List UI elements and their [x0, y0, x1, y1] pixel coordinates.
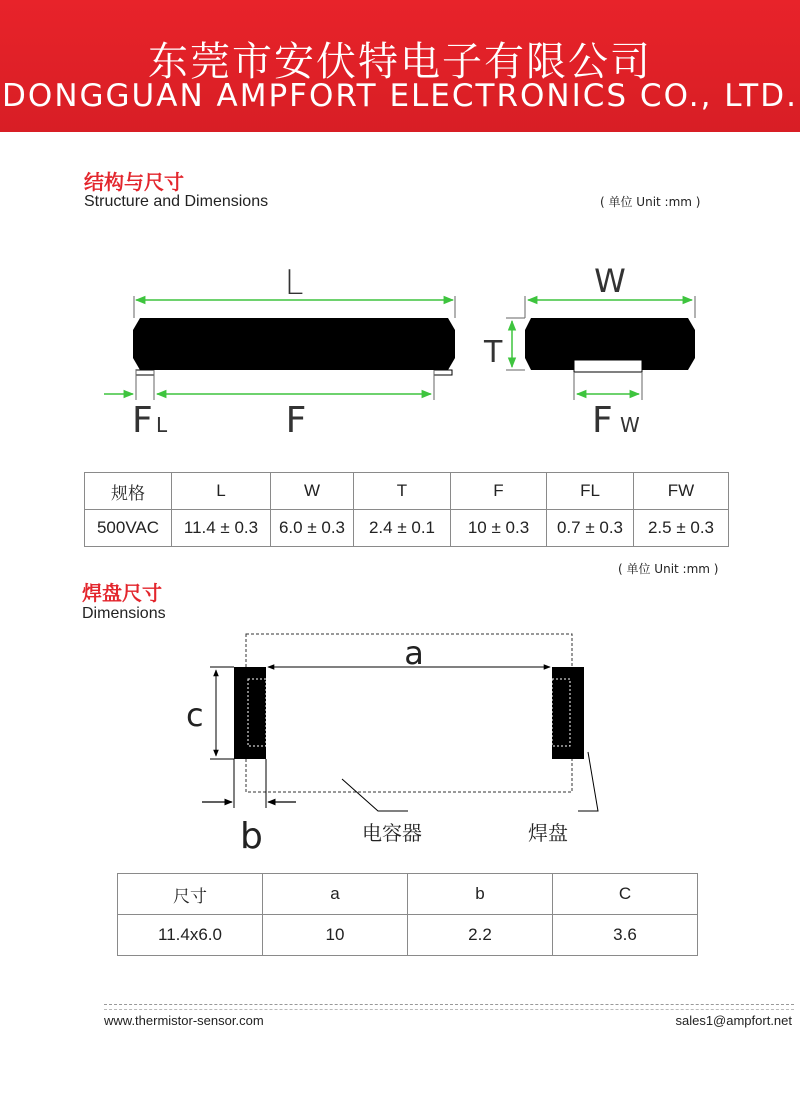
pad-right [552, 667, 584, 759]
pad-table-row [118, 915, 698, 956]
leader-capacitor [342, 779, 408, 811]
unit-note-structure: ( 单位 Unit :mm ) [600, 195, 701, 209]
footer-website-link[interactable]: www.thermistor-sensor.com [104, 1013, 264, 1028]
pad-header-cell: C [553, 874, 698, 915]
label-FW-sub: W [620, 413, 640, 437]
label-capacitor: 电容器 [362, 821, 422, 845]
label-pad: 焊盘 [528, 821, 568, 845]
spec-cell: 11.4 ± 0.3 [172, 510, 271, 547]
spec-cell: 2.5 ± 0.3 [634, 510, 729, 547]
pad-table [117, 873, 698, 956]
spec-cell: 500VAC [85, 510, 172, 547]
spec-header-cell: L [172, 473, 271, 510]
terminal-front [574, 360, 642, 372]
pad-cell: 2.2 [408, 915, 553, 956]
pad-cell: 3.6 [553, 915, 698, 956]
spec-header-cell: W [271, 473, 354, 510]
footer-divider-secondary [104, 1009, 794, 1010]
company-name-en: DONGGUAN AMPFORT ELECTRONICS CO., LTD. [2, 78, 798, 114]
section-title-pad-cn: 焊盘尺寸 [82, 581, 162, 605]
spec-cell: 0.7 ± 0.3 [547, 510, 634, 547]
section-title-pad-en: Dimensions [82, 605, 166, 622]
label-FW-main: F [592, 400, 613, 441]
label-T: T [484, 335, 503, 370]
spec-header-cell: FW [634, 473, 729, 510]
pad-cell: 11.4x6.0 [118, 915, 263, 956]
spec-cell: 10 ± 0.3 [451, 510, 547, 547]
terminal-right [434, 370, 452, 375]
spec-header-cell: FL [547, 473, 634, 510]
label-FL-sub: L [156, 413, 168, 437]
terminal-left [136, 370, 154, 375]
spec-table-row [85, 510, 729, 547]
component-body-side [133, 318, 455, 370]
pad-table-header-row [118, 874, 698, 915]
label-a: a [404, 634, 424, 672]
spec-table-header-row [85, 473, 729, 510]
spec-cell: 6.0 ± 0.3 [271, 510, 354, 547]
unit-note-table: ( 单位 Unit :mm ) [618, 562, 719, 576]
pad-cell: 10 [263, 915, 408, 956]
label-W: W [594, 262, 626, 300]
spec-header-cell: F [451, 473, 547, 510]
footer-divider [104, 1004, 794, 1005]
label-b: b [240, 816, 263, 857]
spec-cell: 2.4 ± 0.1 [354, 510, 451, 547]
label-L: L [284, 263, 304, 303]
pad-left [234, 667, 266, 759]
spec-header-cell: 规格 [85, 473, 172, 510]
spec-header-cell: T [354, 473, 451, 510]
leader-pad [578, 752, 598, 811]
label-c: c [186, 696, 204, 734]
structure-diagram [0, 0, 800, 460]
pad-diagram [0, 620, 800, 870]
pad-header-cell: 尺寸 [118, 874, 263, 915]
label-FL-main: F [132, 400, 153, 441]
section-title-structure-cn: 结构与尺寸 [84, 170, 184, 194]
section-title-structure-en: Structure and Dimensions [84, 193, 269, 210]
company-name-cn: 东莞市安伏特电子有限公司 [148, 39, 652, 85]
label-F: F [285, 400, 307, 441]
spec-table [84, 472, 729, 547]
pad-header-cell: b [408, 874, 553, 915]
pad-header-cell: a [263, 874, 408, 915]
footer-email-link[interactable]: sales1@ampfort.net [675, 1013, 792, 1028]
